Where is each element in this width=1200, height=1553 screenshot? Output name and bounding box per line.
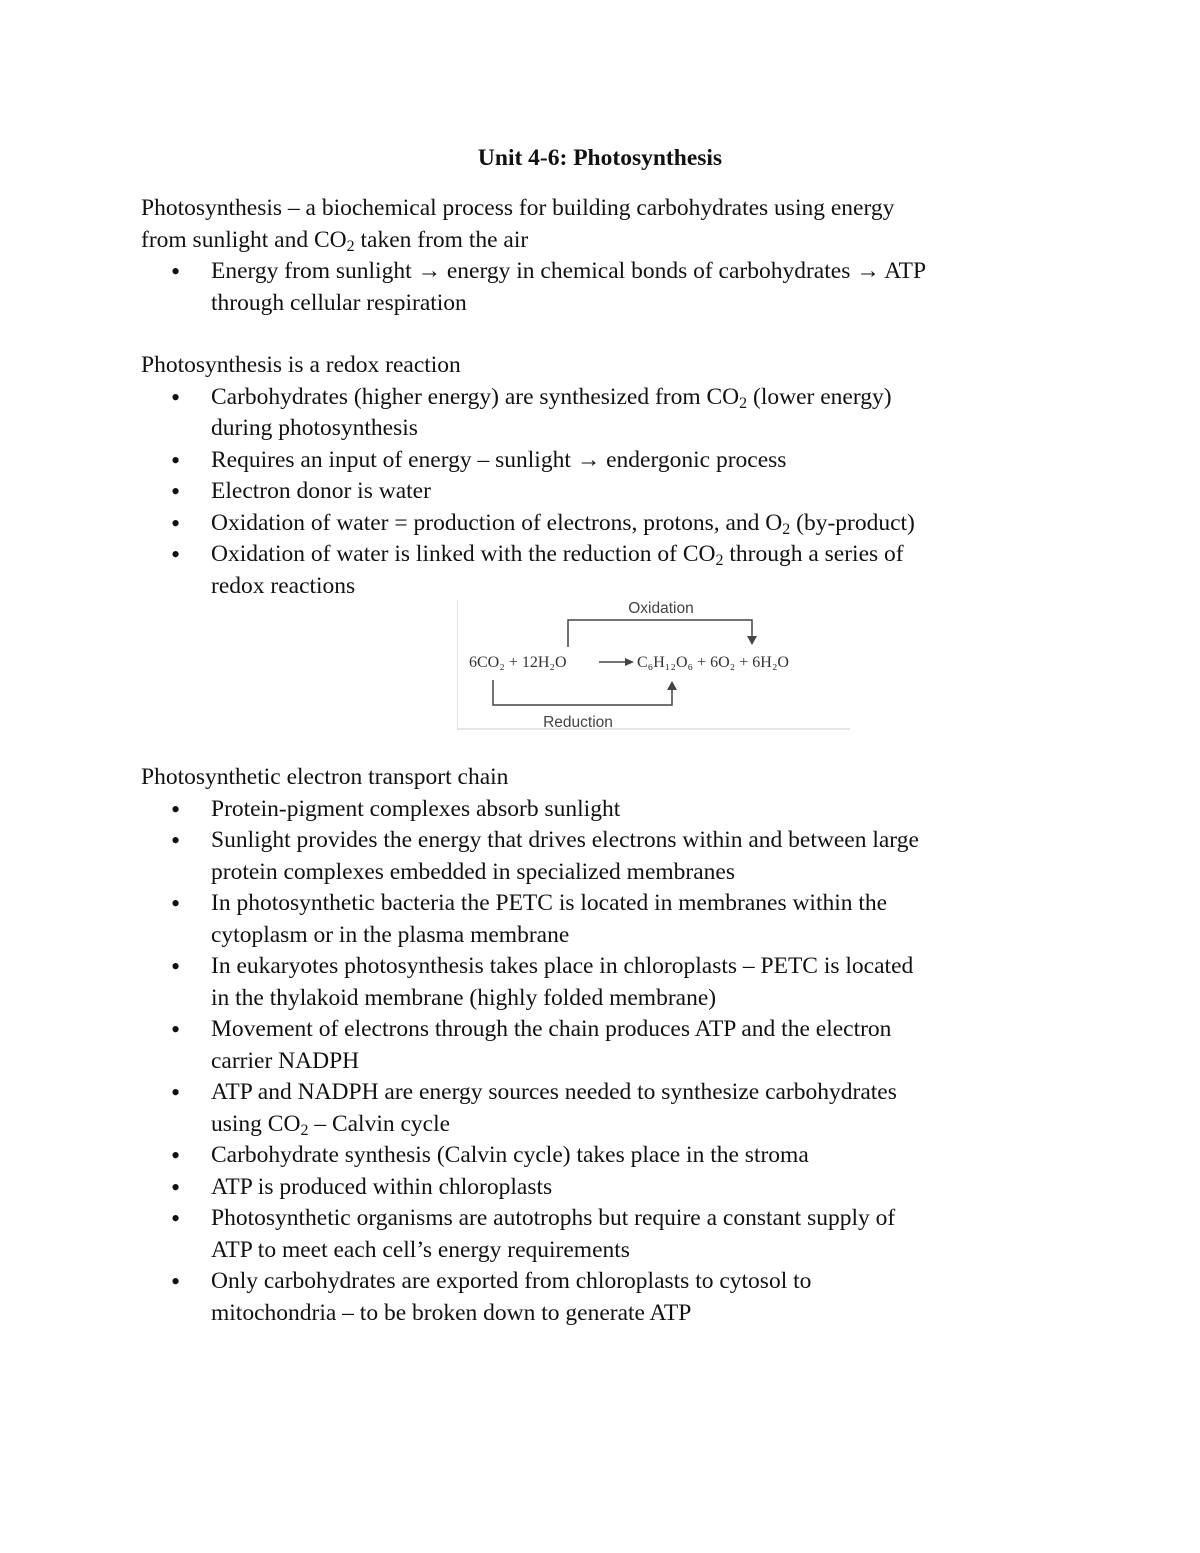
list-item: • Sunlight provides the energy that drives electrons within and between large protein complexes embedded in specialized membranes bbox=[141, 825, 1061, 888]
list-item: • Oxidation of water is linked with the reduction of $CO_2$ through a series of redox reactions bbox=[141, 539, 1061, 602]
section-definition bbox=[141, 193, 1061, 319]
redox-diagram bbox=[457, 598, 850, 730]
equation-products: C₆H₁₂O₆ + 6O₂ + 6H₂O bbox=[637, 654, 789, 671]
section-petc bbox=[141, 762, 1061, 1329]
list-item: • Electron donor is water bbox=[141, 476, 1061, 508]
petc-bullets bbox=[141, 794, 1061, 1330]
list-item: • Oxidation of water = production of electrons, protons, and $O_2$ (by-product) bbox=[141, 508, 1061, 540]
list-item: • Requires an input of energy – sunlight → endergonic process bbox=[141, 445, 1061, 477]
equation-reactants: 6CO₂ + 12H₂O bbox=[469, 654, 567, 671]
definition-line-2: from sunlight and $CO_2$ taken from the air bbox=[141, 226, 529, 255]
oxidation-label: Oxidation bbox=[628, 600, 694, 617]
oxidation-arrow bbox=[568, 620, 752, 647]
list-item: • ATP and NADPH are energy sources needed to synthesize carbohydrates using $CO_2$ – Calvin cycle bbox=[141, 1077, 1061, 1140]
page-title: Unit 4-6: Photosynthesis bbox=[477, 145, 723, 171]
list-item: • Carbohydrates (higher energy) are synthesized from $CO_2$ (lower energy) during photosynthesis bbox=[141, 382, 1061, 445]
definition-bullets bbox=[141, 256, 1061, 319]
list-item: • Movement of electrons through the chain produces ATP and the electron carrier NADPH bbox=[141, 1014, 1061, 1077]
reduction-arrow bbox=[493, 680, 672, 705]
definition-line-1: Photosynthesis – a biochemical process for building carbohydrates using energy bbox=[141, 195, 895, 221]
reduction-label: Reduction bbox=[543, 714, 613, 730]
list-item: • ATP is produced within chloroplasts bbox=[141, 1172, 1061, 1204]
list-item: • Photosynthetic organisms are autotrophs but require a constant supply of ATP to meet each cell’s energy requirements bbox=[141, 1203, 1061, 1266]
list-item: • In photosynthetic bacteria the PETC is located in membranes within the cytoplasm or in the plasma membrane bbox=[141, 888, 1061, 951]
list-item: • Protein-pigment complexes absorb sunlight bbox=[141, 794, 1061, 826]
oxidation-arrowhead bbox=[747, 636, 757, 645]
reaction-arrowhead bbox=[625, 658, 634, 666]
list-item: • In eukaryotes photosynthesis takes place in chloroplasts – PETC is located in the thylakoid membrane (highly folded membrane) bbox=[141, 951, 1061, 1014]
section-redox bbox=[141, 350, 1061, 602]
list-item: • Carbohydrate synthesis (Calvin cycle) takes place in the stroma bbox=[141, 1140, 1061, 1172]
reduction-arrowhead bbox=[667, 681, 677, 690]
section-heading: Photosynthetic electron transport chain bbox=[141, 764, 509, 790]
redox-diagram-svg bbox=[457, 598, 850, 730]
redox-bullets bbox=[141, 382, 1061, 603]
list-item: • Only carbohydrates are exported from chloroplasts to cytosol to mitochondria – to be broken down to generate ATP bbox=[141, 1266, 1061, 1329]
section-heading: Photosynthesis is a redox reaction bbox=[141, 352, 461, 378]
list-item: • Energy from sunlight → energy in chemical bonds of carbohydrates → ATP through cellular respiration bbox=[141, 256, 1061, 319]
